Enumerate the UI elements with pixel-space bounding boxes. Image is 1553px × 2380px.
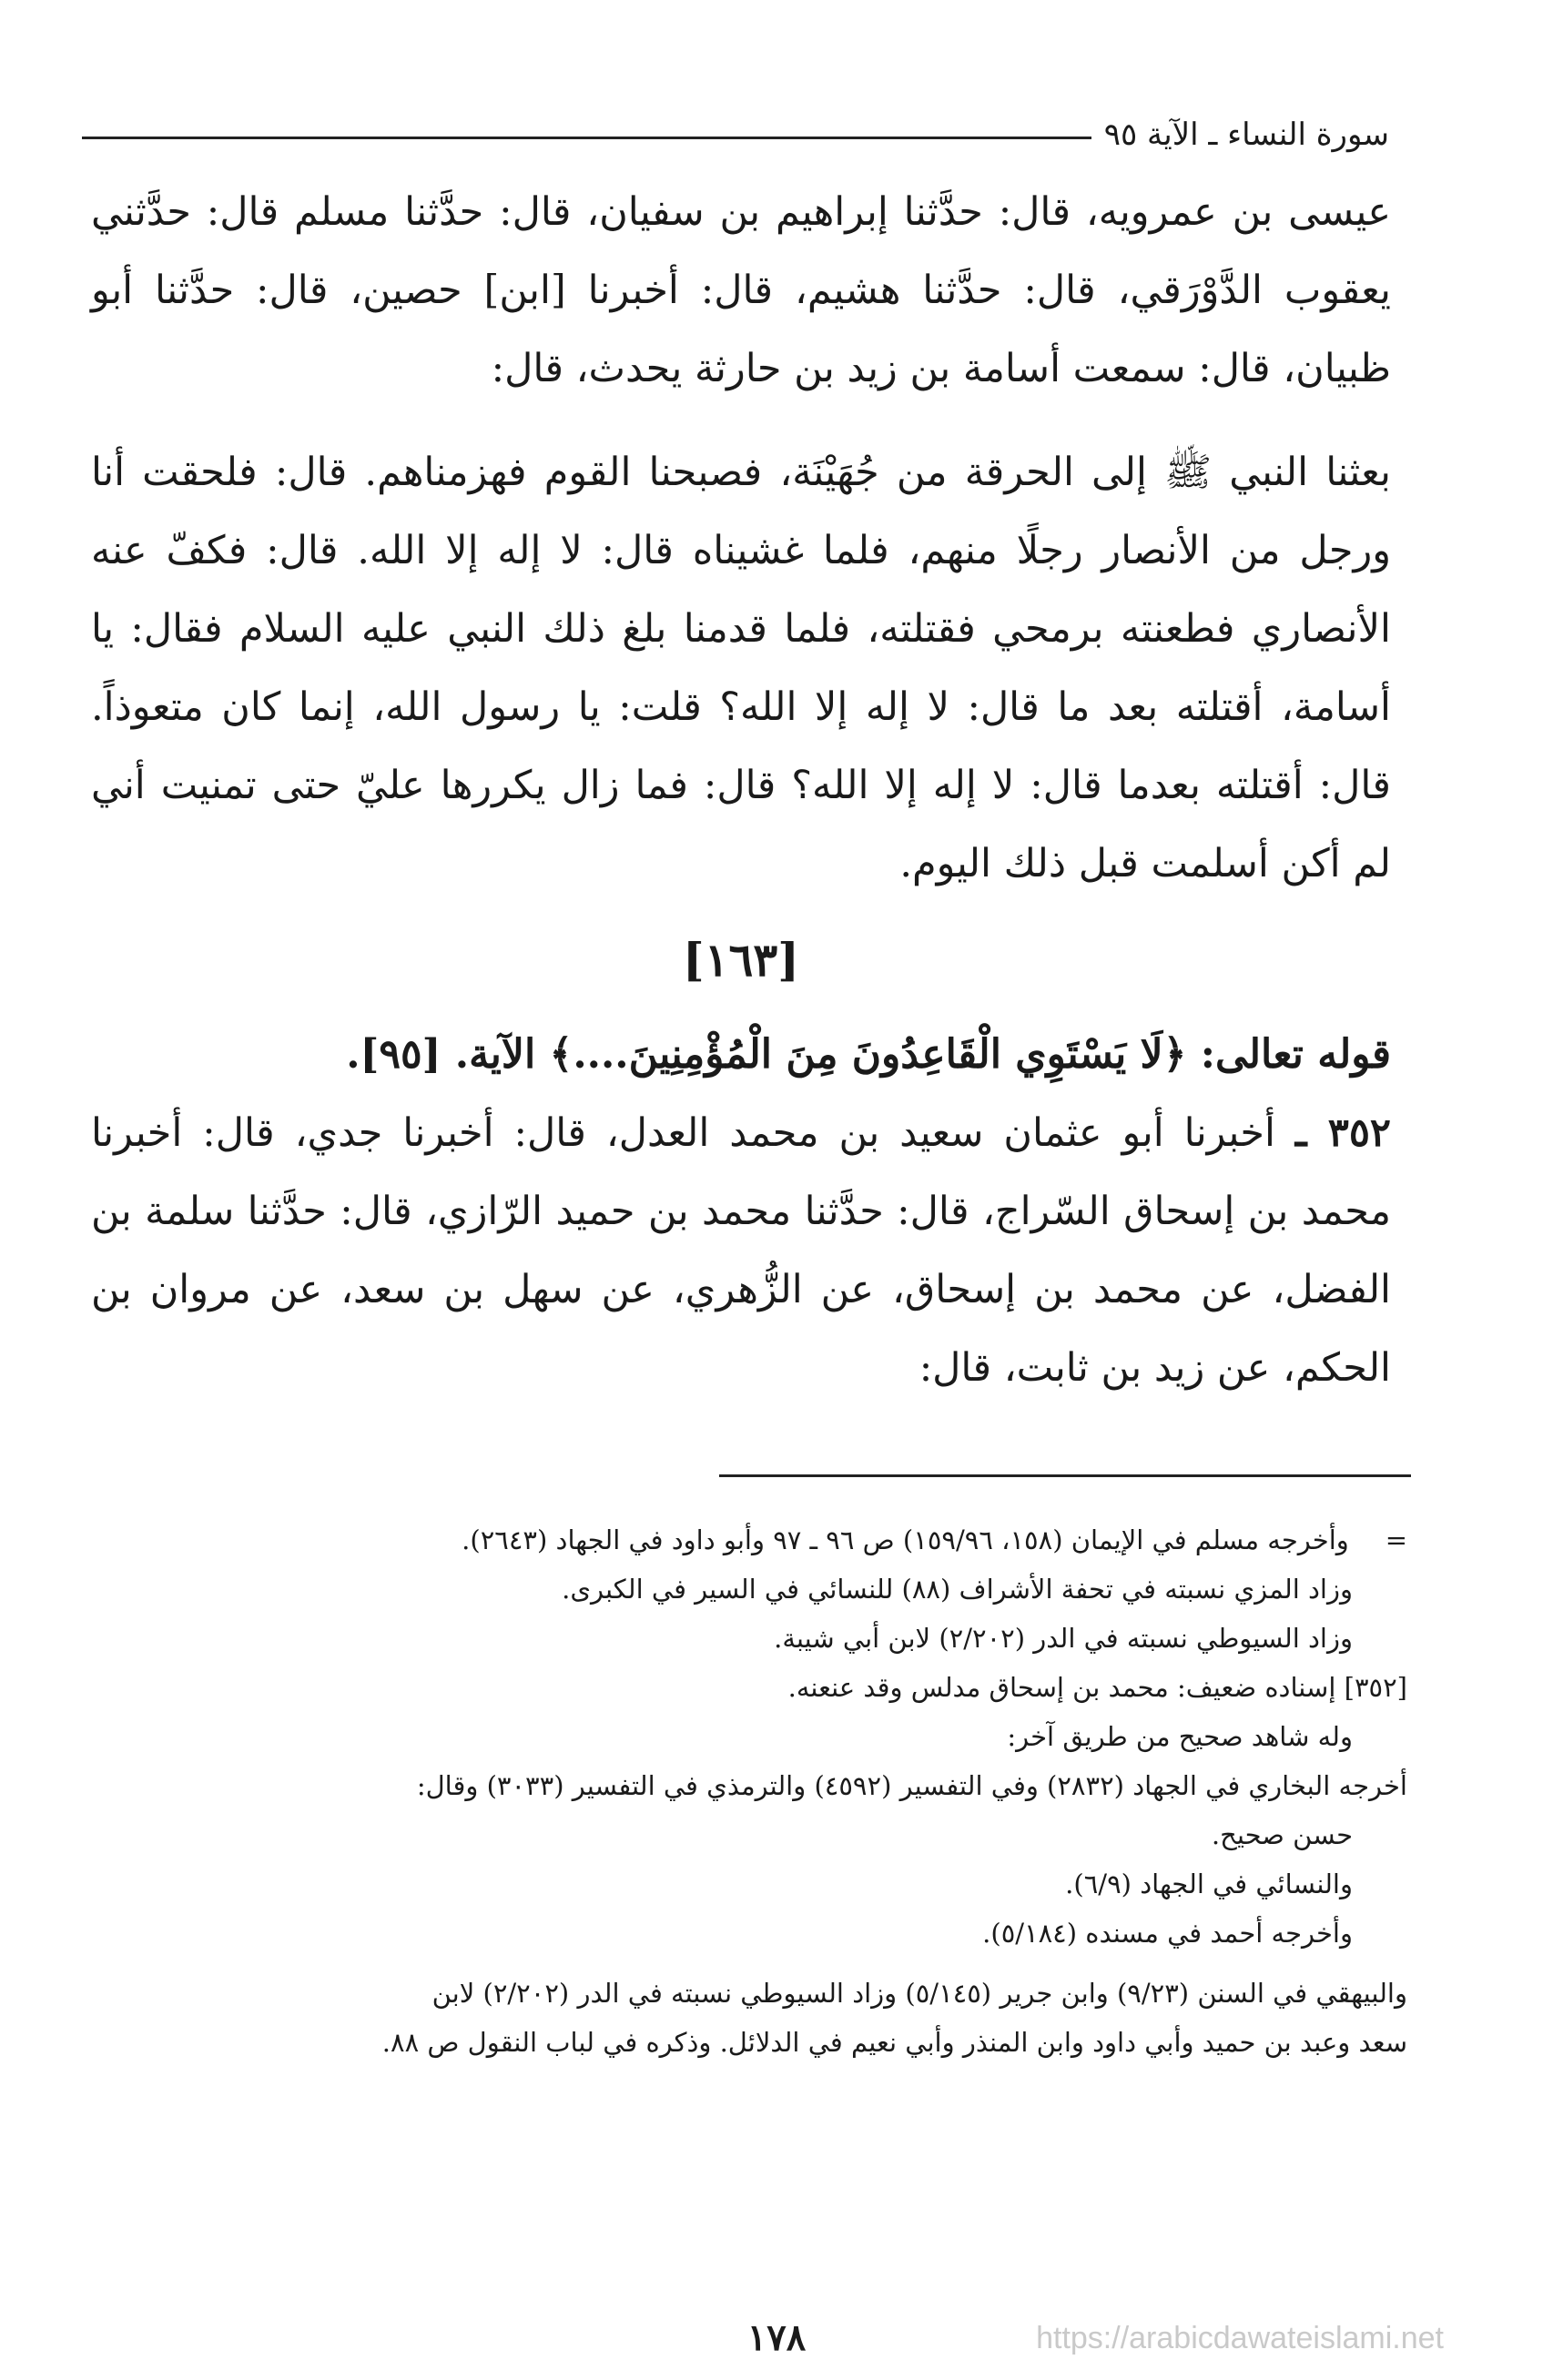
footnote-text: وأخرجه مسلم في الإيمان (١٥٨، ١٥٩/٩٦) ص ٩٦ ـ ٩٧ وأبو داود في الجهاد (٢٦٤٣).: [462, 1524, 1349, 1555]
footnote-line: وزاد السيوطي نسبته في الدر (٢/٢٠٢) لابن أبي شيبة.: [774, 1623, 1353, 1654]
footnote-label: [٣٥٢]: [1344, 1672, 1407, 1703]
text-line: أخبرنا أبو عثمان سعيد بن محمد العدل، قال: أخبرنا جدي، قال:: [202, 1110, 1275, 1156]
text-line: حدَّثني يعقوب الدَّوْرَقي، قال: حدَّثنا هشيم، قال: أخبرنا [ابن] حصين، قال:: [91, 189, 1391, 313]
text-line: بعثنا النبي ﷺ إلى الحرقة من جُهَيْنَة، فصبحنا القوم فهزمناهم. قال:: [274, 450, 1391, 495]
text-line: عن مروان بن الحكم، عن زيد بن ثابت، قال:: [91, 1267, 1391, 1391]
footnote-line: أخرجه البخاري في الجهاد (٢٨٣٢) وفي التفسير (٤٥٩٢) والترمذي في التفسير (٣٠٣٣) وقال:: [416, 1770, 1407, 1801]
continuation-mark: =: [1385, 1524, 1407, 1555]
footnote-line: [100, 1663, 1407, 1712]
hadith-number: ٣٥٢ ـ: [1294, 1110, 1392, 1156]
text-line: فقال: يا أسامة، أقتلته بعد ما قال: لا إله إلا الله؟ قلت: يا رسول الله، إنما كان: [91, 606, 1392, 730]
verse-heading: [91, 1016, 1391, 1094]
page-number: ١٧٨: [746, 2316, 807, 2359]
text-line: حدَّثنا أبو ظبيان، قال: سمعت أسامة بن زيد بن حارثة يحدث، قال:: [91, 268, 1391, 391]
header-rule: [82, 137, 1091, 139]
footnote-rule: [719, 1474, 1411, 1477]
footnote-line: والنسائي في الجهاد (٦/٩).: [1065, 1869, 1353, 1899]
text-line: تمنيت أني لم أكن أسلمت قبل ذلك اليوم.: [91, 763, 1391, 886]
verse-quote: ﴿لَا يَسْتَوِي الْقَاعِدُونَ مِنَ الْمُؤْمِنِينَ....﴾: [549, 1031, 1187, 1078]
text-line: فكفّ عنه الأنصاري فطعنته برمحي فقتلته، فلما قدمنا بلغ ذلك النبي عليه السلام: [91, 528, 1391, 652]
footnotes: [100, 1515, 1407, 2067]
verse-suffix: الآية. [٩٥].: [346, 1031, 536, 1078]
section-number: [١٦٣]: [683, 933, 799, 987]
text-line: متعوذاً. قال: أقتلته بعدما قال: لا إله إلا الله؟ قال: فما زال يكررها عليّ حتى: [91, 684, 1391, 808]
text-line: حدَّثنا سلمة بن الفضل، عن محمد بن إسحاق، عن الزُّهري، عن سهل بن سعد،: [91, 1189, 1391, 1312]
footnote-line: [100, 1515, 1407, 1565]
footnote-line: وأخرجه أحمد في مسنده (٥/١٨٤).: [982, 1918, 1353, 1949]
running-title: سورة النساء ـ الآية ٩٥: [1103, 116, 1389, 153]
running-header: [82, 107, 1389, 162]
verse-intro: قوله تعالى:: [1200, 1031, 1391, 1078]
footnote-line: والبيهقي في السنن (٩/٢٣) وابن جرير (٥/١٤٥) وزاد السيوطي نسبته في الدر (٢/٢٠٢) لابن: [431, 1978, 1407, 2009]
text-line: أخبرنا محمد بن إسحاق السّراج، قال: حدَّثنا محمد بن حميد الرّازي، قال:: [91, 1110, 1391, 1234]
footnote-text: إسناده ضعيف: محمد بن إسحاق مدلس وقد عنعنه.: [787, 1672, 1336, 1703]
watermark-url: https://arabicdawateislami.net: [1036, 2321, 1444, 2355]
text-line: عيسى بن عمرويه، قال: حدَّثنا إبراهيم بن سفيان، قال: حدَّثنا مسلم قال:: [206, 189, 1392, 235]
narration-paragraph: [91, 433, 1391, 903]
isnad-paragraph: [91, 173, 1391, 408]
footnote-line: وله شاهد صحيح من طريق آخر:: [1007, 1721, 1353, 1752]
footnote-line: وزاد المزي نسبته في تحفة الأشراف (٨٨) للنسائي في السير في الكبرى.: [562, 1574, 1353, 1605]
main-text: [91, 173, 1391, 1407]
text-line: فلحقت أنا ورجل من الأنصار رجلًا منهم، فلما غشيناه قال: لا إله إلا الله. قال:: [91, 450, 1391, 573]
footnote-line: سعد وعبد بن حميد وأبي داود وابن المنذر وأبي نعيم في الدلائل. وذكره في لباب النقول ص ٨٨.: [381, 2027, 1407, 2058]
footnote-line: حسن صحيح.: [1211, 1819, 1353, 1850]
hadith-paragraph: [91, 1094, 1391, 1407]
